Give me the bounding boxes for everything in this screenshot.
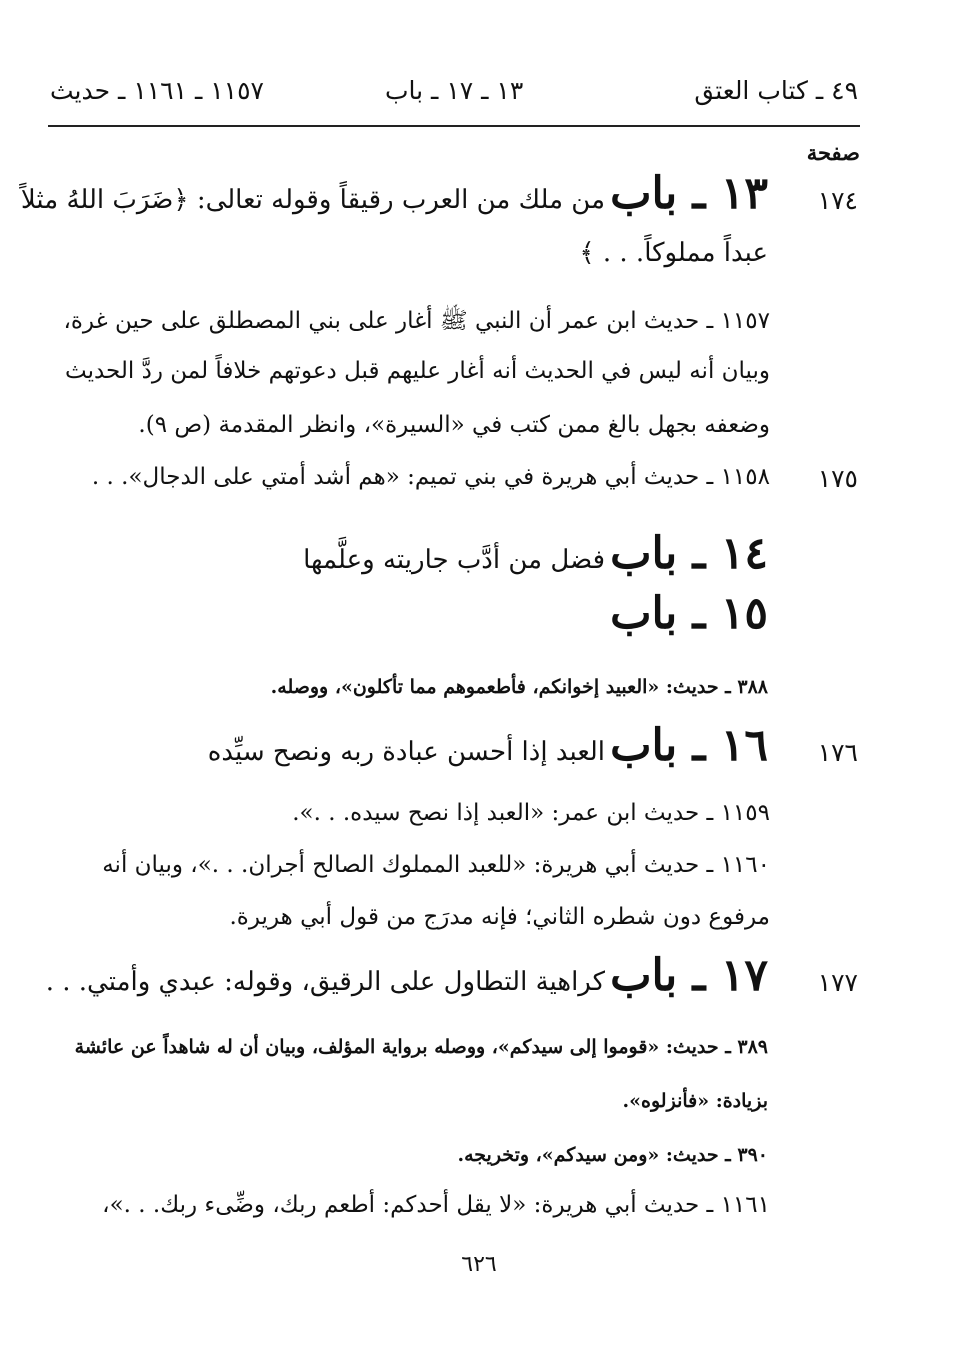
hadith-1161: ١١٦١ ـ حديث أبي هريرة: «لا يقل أحدكم: أطعم ربك، وضِّىء ربك. . .»،: [102, 1192, 770, 1218]
header-chapter: ٤٩ ـ كتاب العتق: [694, 76, 858, 105]
hadith-1157-line2: وبيان أنه ليس في الحديث أنه أغار عليهم قبل دعوتهم خلافاً لمن ردَّ الحديث: [64, 358, 770, 384]
page-ref-177: ١٧٧: [817, 968, 858, 997]
header-rule: [48, 125, 860, 127]
hadith-1159: ١١٥٩ ـ حديث ابن عمر: «العبد إذا نصح سيده. . .».: [292, 800, 770, 826]
header-hadith-range: ١١٥٧ ـ ١١٦١ ـ حديث: [50, 76, 264, 105]
hadith-1160-line2: مرفوع دون شطره الثاني؛ فإنه مدرَج من قول أبي هريرة.: [229, 904, 770, 930]
column-label: صفحة: [806, 140, 860, 165]
page-ref-174: ١٧٤: [817, 186, 858, 215]
bab-14-number: ١٤ ـ باب: [610, 528, 768, 579]
bab-13-number: ١٣ ـ باب: [610, 168, 768, 219]
hadith-1158: ١١٥٨ ـ حديث أبي هريرة في بني تميم: «هم أشد أمتي على الدجال». . .: [91, 464, 770, 490]
bab-17-heading: [46, 950, 768, 1001]
bab-15-number: ١٥ ـ باب: [610, 588, 768, 639]
bab-17-number: ١٧ ـ باب: [610, 950, 768, 1001]
hadith-389-line1: ٣٨٩ ـ حديث: «قوموا إلى سيدكم»، ووصله برواية المؤلف، وبيان أن له شاهداً عن عائشة: [74, 1036, 768, 1058]
header-sections: ١٣ ـ ١٧ ـ باب: [385, 76, 524, 105]
bab-14-heading: [303, 528, 768, 579]
hadith-1157-line3: وضعفه بجهل بالغ ممن كتب في «السيرة»، وانظر المقدمة (ص ٩).: [138, 412, 770, 438]
page-ref-176: ١٧٦: [817, 738, 858, 767]
page-number: ٦٢٦: [461, 1252, 497, 1277]
hadith-389-line2: بزيادة: «فأنزلوه».: [622, 1090, 768, 1112]
bab-16-heading: [208, 720, 768, 771]
bab-17-title: كراهية التطاول على الرقيق، وقوله: عبدي وأمتي. . .: [45, 967, 606, 997]
bab-13-title-line2: عبداً مملوكاً. . . ﴾: [579, 238, 768, 268]
hadith-1160-line1: ١١٦٠ ـ حديث أبي هريرة: «للعبد المملوك الصالح أجران. . .»، وبيان أنه: [102, 852, 770, 878]
hadith-388: ٣٨٨ ـ حديث: «العبيد إخوانكم، فأطعموهم مما تأكلون»، ووصله.: [270, 676, 768, 698]
hadith-390: ٣٩٠ ـ حديث: «ومن سيدكم»، وتخريجه.: [457, 1144, 768, 1166]
bab-16-number: ١٦ ـ باب: [610, 720, 768, 771]
hadith-1157-line1: ١١٥٧ ـ حديث ابن عمر أن النبي ﷺ أغار على بني المصطلق على حين غرة،: [63, 308, 770, 334]
bab-16-title: العبد إذا أحسن عبادة ربه ونصح سيِّده: [207, 737, 606, 767]
bab-13-title-line1: من ملك من العرب رقيقاً وقوله تعالى: ﴿ضَرَبَ اللهُ مثلاً: [20, 185, 606, 215]
bab-13-heading: [21, 168, 768, 219]
page-ref-175: ١٧٥: [817, 464, 858, 493]
bab-14-title: فضل من أدَّب جاريته وعلَّمها: [303, 545, 606, 575]
